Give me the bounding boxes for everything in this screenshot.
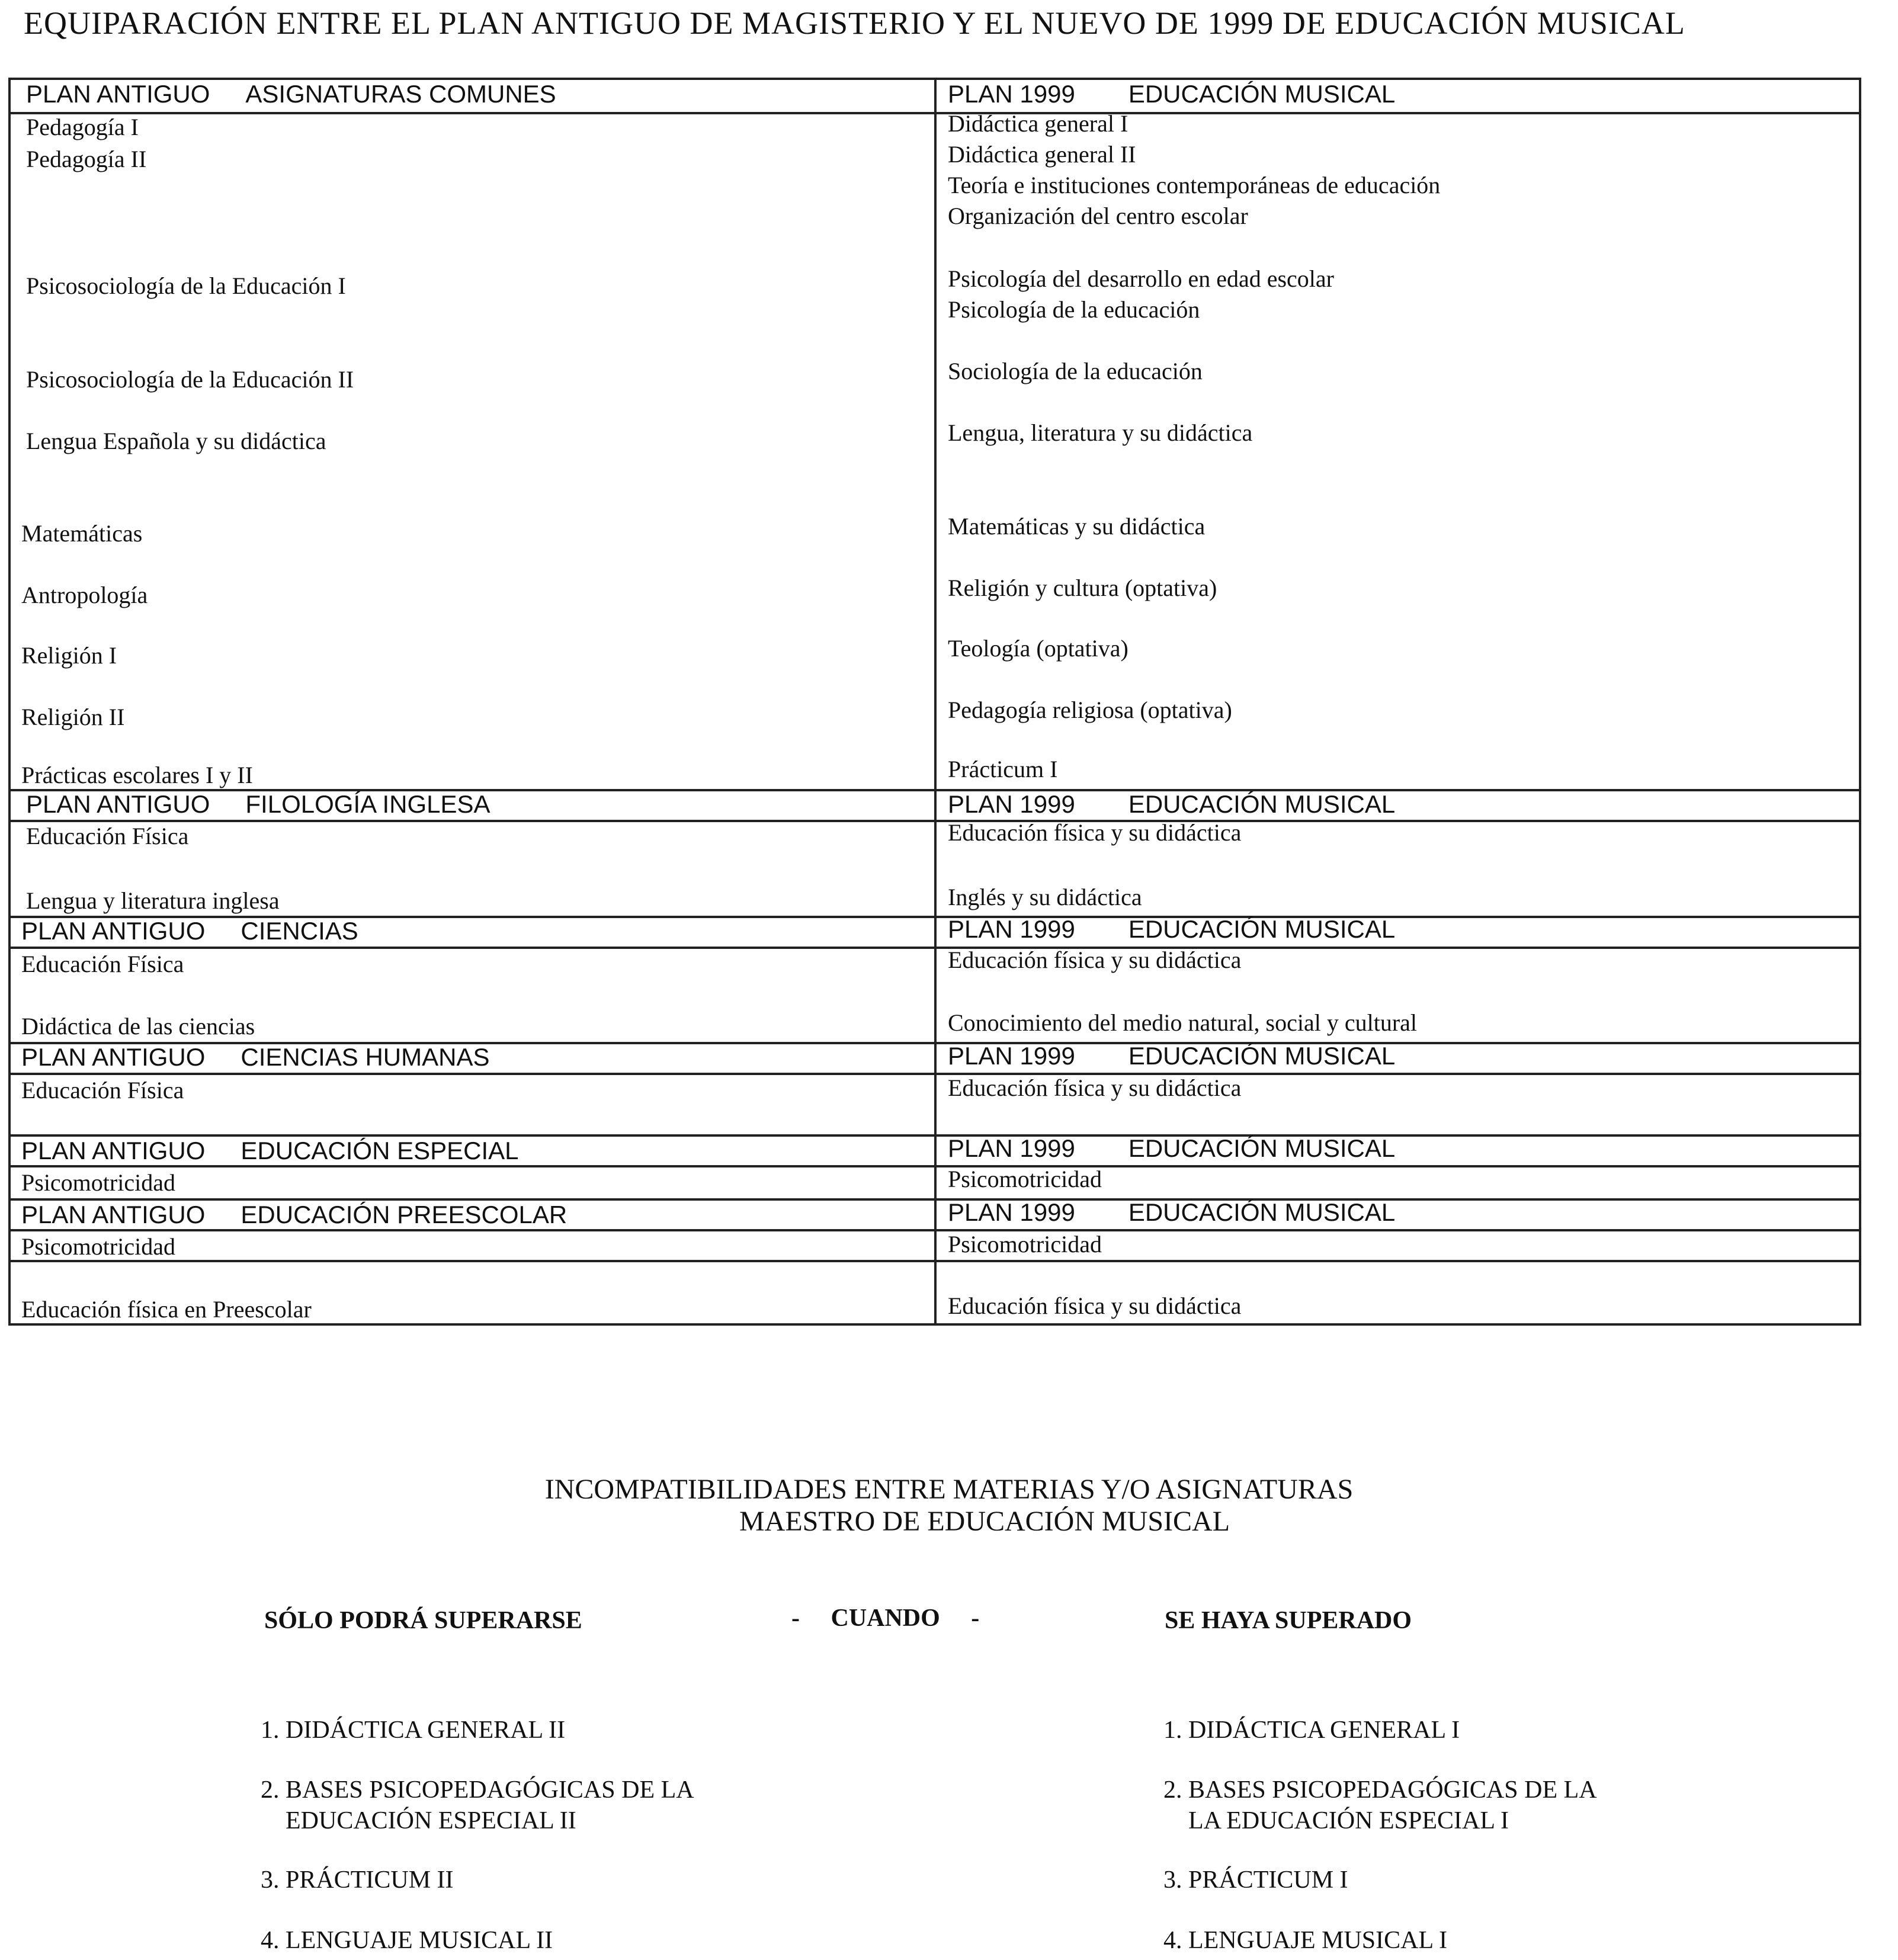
incompat-subtitle: MAESTRO DE EDUCACIÓN MUSICAL [739,1506,1230,1537]
section-header-right: PLAN 1999 EDUCACIÓN MUSICAL [948,1042,1396,1070]
new-subject: Teoría e instituciones contemporáneas de educación [948,172,1441,198]
section-header-left: PLAN ANTIGUO CIENCIAS [21,917,358,945]
section-header-left: PLAN ANTIGUO FILOLOGÍA INGLESA [26,790,490,818]
old-subject: Matemáticas [21,520,143,547]
new-subject: Lengua, literatura y su didáctica [948,419,1253,446]
incompat-right-item: 2. BASES PSICOPEDAGÓGICAS DE LA [1163,1776,1597,1804]
old-subject: Didáctica de las ciencias [21,1013,255,1040]
old-subject: Educación Física [21,1077,184,1103]
old-subject: Religión II [21,704,125,730]
new-subject: Organización del centro escolar [948,203,1248,229]
old-subject: Religión I [21,642,117,669]
column-header-when: - CUANDO - [791,1605,980,1632]
new-subject: Pedagogía religiosa (optativa) [948,697,1232,723]
column-divider [934,80,937,1323]
new-subject: Didáctica general II [948,141,1136,168]
old-subject: Educación Física [26,823,189,849]
section-header-left: PLAN ANTIGUO ASIGNATURAS COMUNES [26,80,556,108]
new-subject: Psicología del desarrollo en edad escolar [948,265,1334,292]
section-header-right: PLAN 1999 EDUCACIÓN MUSICAL [948,915,1396,943]
new-subject: Educación física y su didáctica [948,819,1242,846]
old-subject: Psicomotricidad [21,1169,175,1196]
new-subject: Educación física y su didáctica [948,1292,1242,1319]
section-header-left: PLAN ANTIGUO CIENCIAS HUMANAS [21,1043,490,1071]
new-subject: Sociología de la educación [948,358,1203,384]
row-divider [11,1260,1859,1262]
row-divider [11,947,1859,949]
new-subject: Psicomotricidad [948,1231,1102,1258]
old-subject: Psicomotricidad [21,1233,175,1260]
section-header-left: PLAN ANTIGUO EDUCACIÓN ESPECIAL [21,1137,519,1165]
section-header-left: PLAN ANTIGUO EDUCACIÓN PREESCOLAR [21,1201,568,1228]
incompat-left-item: EDUCACIÓN ESPECIAL II [261,1807,576,1834]
new-subject: Religión y cultura (optativa) [948,575,1217,601]
new-subject: Inglés y su didáctica [948,884,1142,910]
incompat-left-item: 4. LENGUAJE MUSICAL II [261,1927,553,1954]
incompat-left-item: 3. PRÁCTICUM II [261,1866,454,1894]
old-subject: Educación física en Preescolar [21,1296,312,1323]
incompat-right-item: 3. PRÁCTICUM I [1163,1866,1348,1894]
incompat-left-item: 1. DIDÁCTICA GENERAL II [261,1717,566,1744]
old-subject: Lengua y literatura inglesa [26,887,280,914]
new-subject: Psicomotricidad [948,1166,1102,1192]
section-header-right: PLAN 1999 EDUCACIÓN MUSICAL [948,1198,1396,1226]
row-divider [11,112,1859,114]
new-subject: Educación física y su didáctica [948,1074,1242,1101]
section-header-right: PLAN 1999 EDUCACIÓN MUSICAL [948,1134,1396,1162]
old-subject: Pedagogía II [26,146,147,172]
old-subject: Antropología [21,582,148,608]
new-subject: Educación física y su didáctica [948,947,1242,973]
old-subject: Prácticas escolares I y II [21,762,253,788]
old-subject: Pedagogía I [26,114,139,140]
page-title: EQUIPARACIÓN ENTRE EL PLAN ANTIGUO DE MAGISTERIO Y EL NUEVO DE 1999 DE EDUCACIÓN MUSICAL [24,5,1685,41]
old-subject: Lengua Española y su didáctica [26,428,326,454]
new-subject: Matemáticas y su didáctica [948,513,1206,540]
incompat-right-item: 4. LENGUAJE MUSICAL I [1163,1927,1448,1954]
row-divider [11,1073,1859,1075]
old-subject: Psicosociología de la Educación I [26,272,346,299]
incompat-left-item: 2. BASES PSICOPEDAGÓGICAS DE LA [261,1776,694,1804]
equivalence-table [8,78,1861,1326]
incompat-right-item: LA EDUCACIÓN ESPECIAL I [1163,1807,1509,1834]
column-header-must-pass: SÓLO PODRÁ SUPERARSE [264,1607,582,1634]
old-subject: Psicosociología de la Educación II [26,366,354,393]
incompat-title: INCOMPATIBILIDADES ENTRE MATERIAS Y/O ASIGNATURAS [544,1474,1354,1505]
new-subject: Conocimiento del medio natural, social y cultural [948,1009,1418,1036]
section-header-right: PLAN 1999 EDUCACIÓN MUSICAL [948,80,1396,108]
row-divider [11,820,1859,822]
new-subject: Didáctica general I [948,110,1128,137]
section-header-right: PLAN 1999 EDUCACIÓN MUSICAL [948,790,1396,818]
new-subject: Teología (optativa) [948,635,1128,662]
new-subject: Psicología de la educación [948,296,1200,323]
column-header-passed: SE HAYA SUPERADO [1165,1607,1412,1634]
incompat-right-item: 1. DIDÁCTICA GENERAL I [1163,1717,1460,1744]
new-subject: Prácticum I [948,756,1058,782]
old-subject: Educación Física [21,951,184,977]
